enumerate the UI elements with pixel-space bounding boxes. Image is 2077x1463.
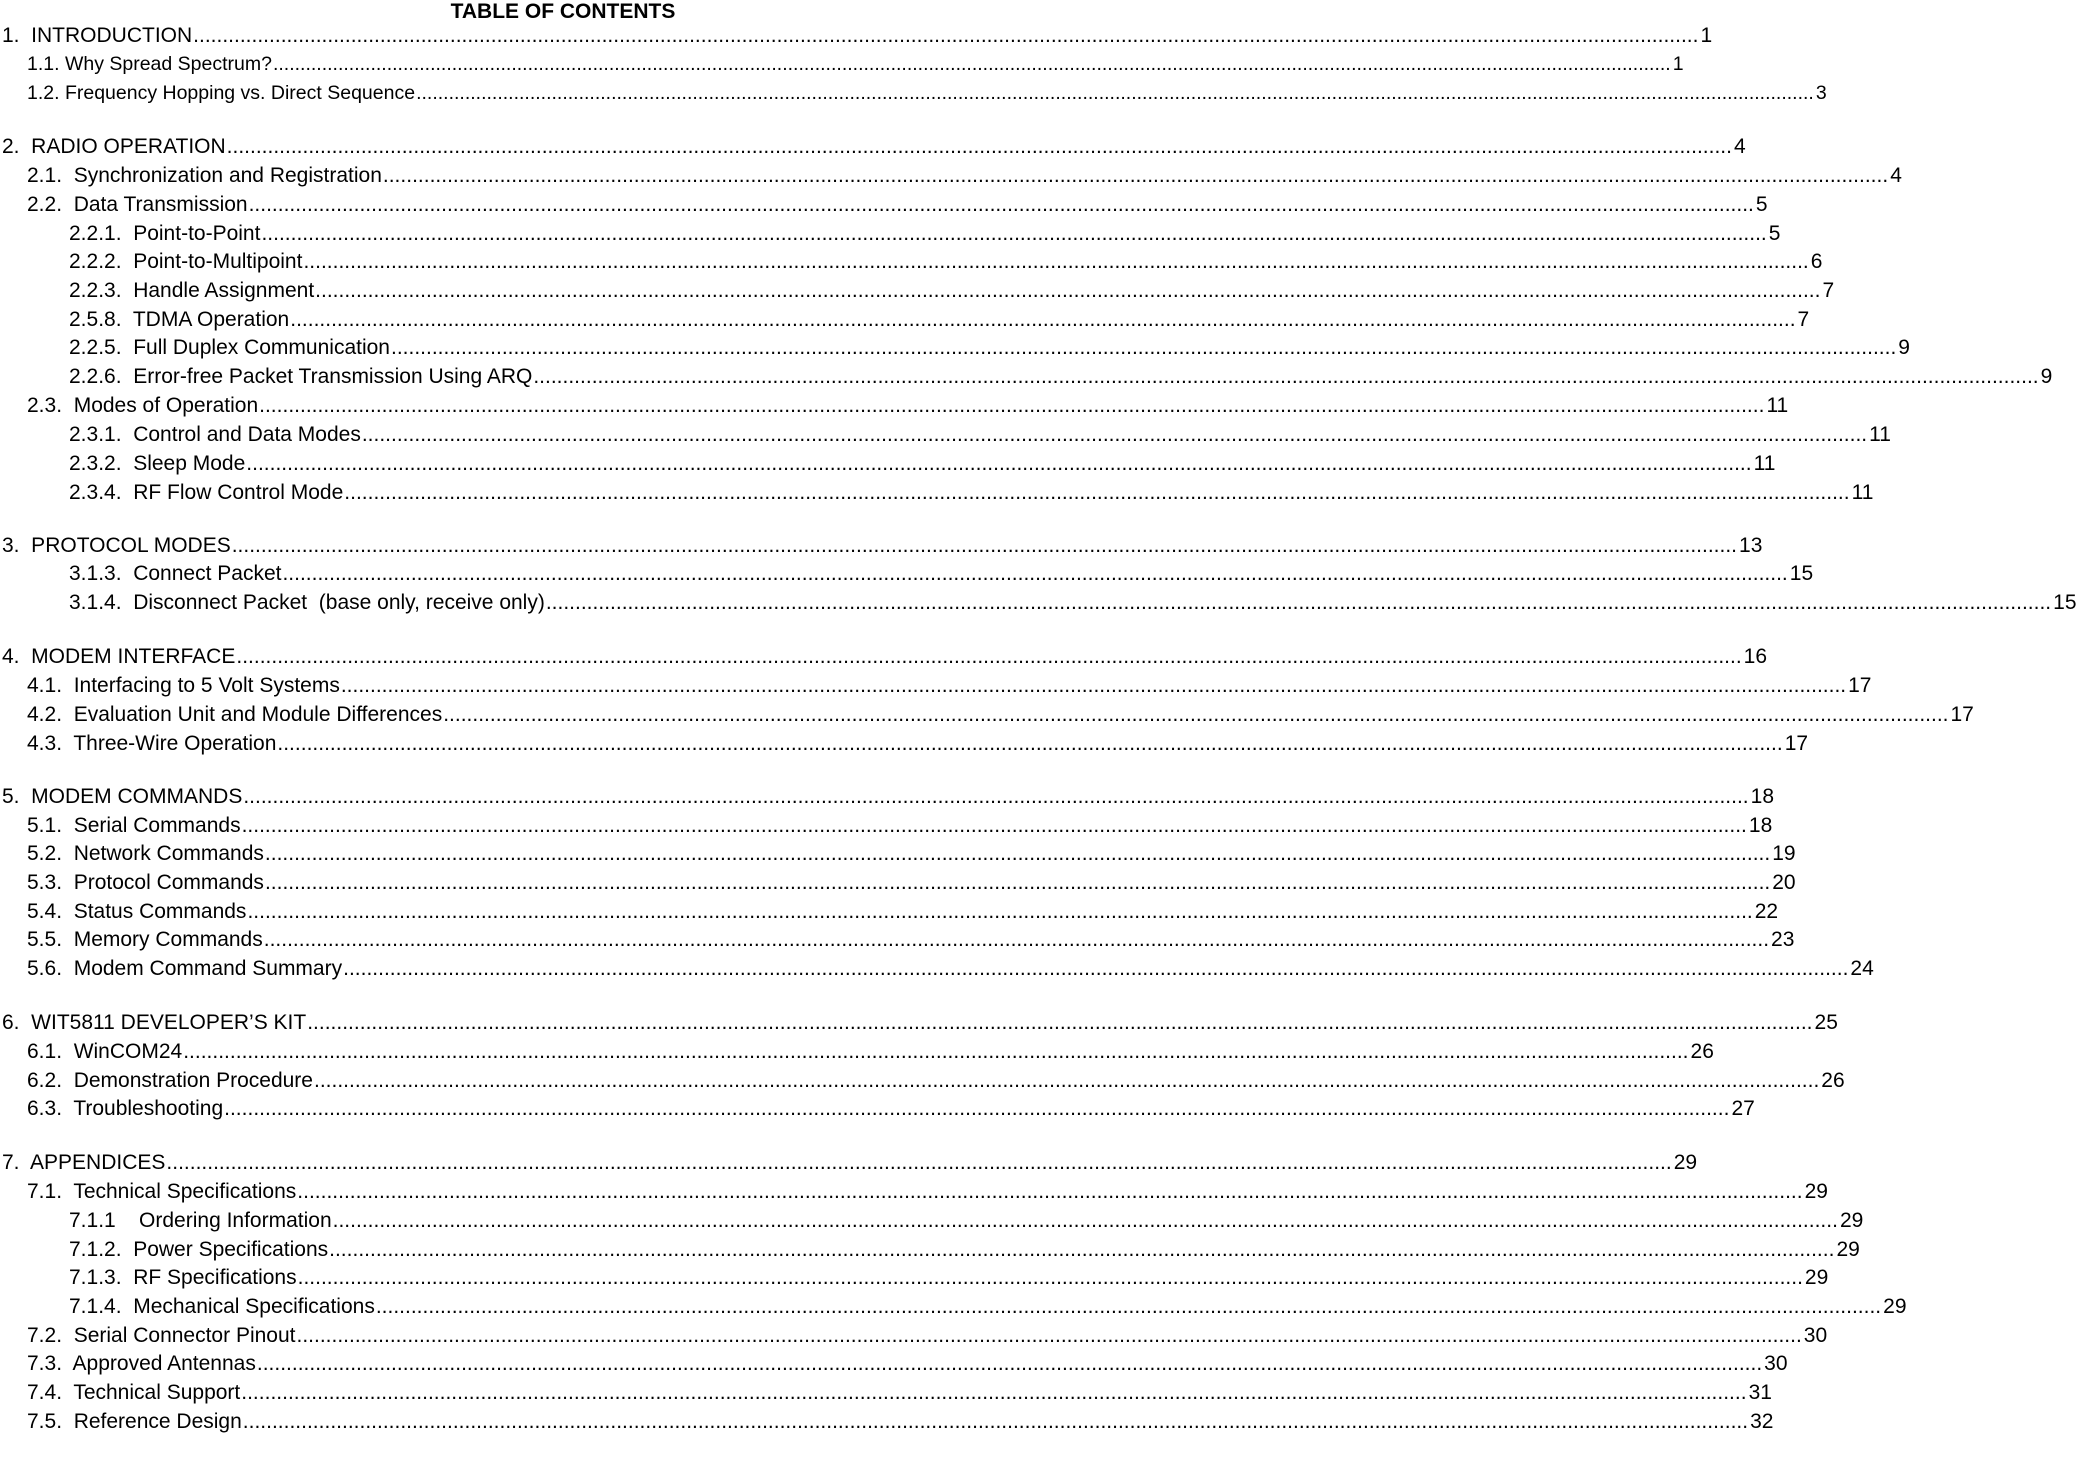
toc-entry-page: 29 bbox=[1673, 1151, 1698, 1174]
dot-leader bbox=[264, 926, 1769, 954]
dot-leader bbox=[243, 1408, 1748, 1436]
toc-entry-label: 7.1. Technical Specifications bbox=[27, 1180, 297, 1203]
dot-leader bbox=[391, 334, 1896, 362]
toc-entry-page: 1 bbox=[1700, 24, 1713, 47]
toc-entry-level1[interactable] bbox=[0, 1149, 1698, 1177]
toc-entry-level3[interactable] bbox=[0, 1236, 1860, 1264]
dot-leader bbox=[533, 363, 2038, 391]
dot-leader bbox=[329, 1236, 1834, 1264]
toc-entry-label: 1.1. Why Spread Spectrum? bbox=[27, 53, 272, 75]
toc-entry-level3[interactable] bbox=[0, 220, 1781, 248]
toc-entry-page: 20 bbox=[1772, 871, 1796, 894]
dot-leader bbox=[227, 133, 1732, 161]
dot-leader bbox=[297, 1322, 1802, 1350]
toc-entry-label: 5.6. Modem Command Summary bbox=[27, 957, 343, 980]
toc-entry-label: 7.1.3. RF Specifications bbox=[69, 1266, 297, 1289]
toc-entry-level2[interactable] bbox=[0, 955, 1874, 983]
toc-entry-page: 7 bbox=[1797, 308, 1810, 331]
dot-leader bbox=[546, 589, 2051, 617]
toc-entry-level3[interactable] bbox=[0, 1293, 1907, 1321]
toc-entry-label: 7.1.4. Mechanical Specifications bbox=[69, 1295, 375, 1318]
toc-entry-level2[interactable] bbox=[0, 898, 1779, 926]
toc-entry-label: 2.2.5. Full Duplex Communication bbox=[69, 336, 390, 359]
toc-entry-label: 2.3.1. Control and Data Modes bbox=[69, 423, 361, 446]
toc-entry-level1[interactable] bbox=[0, 532, 1763, 560]
toc-entry-label: 6. WIT5811 DEVELOPER’S KIT bbox=[2, 1011, 307, 1034]
dot-leader bbox=[246, 450, 1751, 478]
toc-entry-level1[interactable] bbox=[0, 643, 1768, 671]
toc-entry-label: 2.2.2. Point-to-Multipoint bbox=[69, 250, 303, 273]
toc-entry-page: 23 bbox=[1771, 928, 1795, 951]
toc-entry-label: 2.3. Modes of Operation bbox=[27, 394, 259, 417]
toc-entry-label: 3. PROTOCOL MODES bbox=[2, 534, 231, 557]
dot-leader bbox=[265, 869, 1770, 897]
toc-entry-page: 22 bbox=[1754, 900, 1779, 923]
dot-leader bbox=[298, 1264, 1803, 1292]
toc-entry-page: 17 bbox=[1784, 732, 1809, 755]
toc-entry-page: 29 bbox=[1804, 1266, 1829, 1289]
toc-entry-page: 29 bbox=[1883, 1295, 1907, 1318]
dot-leader bbox=[232, 532, 1737, 560]
dot-leader bbox=[341, 672, 1846, 700]
toc-entry-level2[interactable] bbox=[0, 812, 1773, 840]
toc-entry-level3[interactable] bbox=[0, 334, 1910, 362]
toc-entry-label: 2.2.1. Point-to-Point bbox=[69, 222, 261, 245]
dot-leader bbox=[183, 1038, 1688, 1066]
toc-entry-page: 32 bbox=[1750, 1410, 1774, 1433]
toc-entry-label: 2.2.3. Handle Assignment bbox=[69, 279, 315, 302]
toc-entry-label: 5.1. Serial Commands bbox=[27, 814, 241, 837]
toc-entry-page: 6 bbox=[1810, 250, 1823, 273]
toc-entry-label: 2. RADIO OPERATION bbox=[2, 135, 226, 158]
toc-entry-level1[interactable] bbox=[0, 783, 1774, 811]
toc-entry-label: 1. INTRODUCTION bbox=[2, 24, 193, 47]
toc-entry-level3[interactable] bbox=[0, 1207, 1864, 1235]
toc-entry-level2[interactable] bbox=[0, 840, 1796, 868]
toc-entry-page: 17 bbox=[1848, 674, 1872, 697]
dot-leader bbox=[315, 277, 1820, 305]
toc-entry-page: 15 bbox=[2053, 591, 2077, 614]
dot-leader bbox=[243, 783, 1748, 811]
toc-entry-level3[interactable] bbox=[0, 479, 1874, 507]
toc-entry-level2[interactable] bbox=[0, 730, 1809, 758]
toc-entry-level2[interactable] bbox=[0, 1067, 1845, 1095]
toc-entry-level2[interactable] bbox=[0, 1178, 1828, 1206]
toc-entry-label: 3.1.3. Connect Packet bbox=[69, 562, 282, 585]
toc-entry-page: 30 bbox=[1764, 1352, 1788, 1375]
toc-entry-label: 2.1. Synchronization and Registration bbox=[27, 164, 382, 187]
toc-entry-label: 6.2. Demonstration Procedure bbox=[27, 1069, 313, 1092]
toc-entry-label: 5.5. Memory Commands bbox=[27, 928, 263, 951]
toc-entry-level2[interactable] bbox=[0, 79, 1827, 107]
toc-entry-label: 2.5.8. TDMA Operation bbox=[69, 308, 290, 331]
toc-entry-level2[interactable] bbox=[0, 1038, 1714, 1066]
toc-entry-page: 30 bbox=[1803, 1324, 1828, 1347]
toc-entry-page: 11 bbox=[1766, 394, 1789, 417]
toc-entry-label: 7.4. Technical Support bbox=[27, 1381, 241, 1404]
dot-leader bbox=[416, 79, 1814, 107]
toc-entry-label: 2.3.2. Sleep Mode bbox=[69, 452, 246, 475]
toc-entry-page: 26 bbox=[1690, 1040, 1714, 1063]
toc-entry-level3[interactable] bbox=[0, 306, 1810, 334]
toc-entry-level2[interactable] bbox=[0, 926, 1795, 954]
toc-entry-page: 18 bbox=[1748, 814, 1773, 837]
toc-entry-page: 4 bbox=[1890, 164, 1902, 187]
toc-entry-page: 25 bbox=[1814, 1011, 1838, 1034]
toc-entry-label: 2.3.4. RF Flow Control Mode bbox=[69, 481, 344, 504]
toc-entry-page: 24 bbox=[1850, 957, 1874, 980]
toc-entry-level3[interactable] bbox=[0, 248, 1823, 276]
toc-entry-label: 5.4. Status Commands bbox=[27, 900, 247, 923]
dot-leader bbox=[343, 955, 1848, 983]
toc-entry-level2[interactable] bbox=[0, 162, 1902, 190]
dot-leader bbox=[362, 421, 1867, 449]
toc-entry-page: 7 bbox=[1822, 279, 1835, 302]
dot-leader bbox=[257, 1350, 1762, 1378]
toc-entry-label: 7.5. Reference Design bbox=[27, 1410, 242, 1433]
dot-leader bbox=[290, 306, 1795, 334]
toc-entry-page: 17 bbox=[1950, 703, 1974, 726]
dot-leader bbox=[282, 560, 1787, 588]
toc-entry-label: 5.3. Protocol Commands bbox=[27, 871, 264, 894]
toc-entry-label: 2.2. Data Transmission bbox=[27, 193, 248, 216]
toc-entry-page: 5 bbox=[1768, 222, 1781, 245]
dot-leader bbox=[333, 1207, 1838, 1235]
dot-leader bbox=[241, 1379, 1746, 1407]
toc-entry-page: 15 bbox=[1789, 562, 1814, 585]
toc-entry-label: 7.3. Approved Antennas bbox=[27, 1352, 256, 1375]
toc-entry-level3[interactable] bbox=[0, 421, 1891, 449]
toc-entry-page: 11 bbox=[1851, 481, 1874, 504]
toc-entry-level3[interactable] bbox=[0, 277, 1835, 305]
dot-leader bbox=[193, 22, 1698, 50]
toc-entry-level2[interactable] bbox=[0, 191, 1768, 219]
dot-leader bbox=[297, 1178, 1802, 1206]
toc-entry-level2[interactable] bbox=[0, 869, 1796, 897]
toc-entry-label: 4.2. Evaluation Unit and Module Differences bbox=[27, 703, 443, 726]
toc-entry-level3[interactable] bbox=[0, 363, 2053, 391]
toc-entry-label: 7.2. Serial Connector Pinout bbox=[27, 1324, 296, 1347]
toc-entry-label: 4. MODEM INTERFACE bbox=[2, 645, 236, 668]
toc-entry-label: 5.2. Network Commands bbox=[27, 842, 264, 865]
toc-entry-level1[interactable] bbox=[0, 1009, 1838, 1037]
toc-entry-page: 4 bbox=[1733, 135, 1746, 158]
toc-entry-label: 4.3. Three-Wire Operation bbox=[27, 732, 277, 755]
toc-entry-page: 9 bbox=[1898, 336, 1910, 359]
dot-leader bbox=[261, 220, 1766, 248]
toc-entry-level3[interactable] bbox=[0, 450, 1776, 478]
toc-entry-level1[interactable] bbox=[0, 133, 1746, 161]
toc-entry-label: 7.1.2. Power Specifications bbox=[69, 1238, 329, 1261]
toc-entry-page: 9 bbox=[2040, 365, 2053, 388]
toc-entry-page: 19 bbox=[1772, 842, 1796, 865]
page-title: TABLE OF CONTENTS bbox=[450, 0, 676, 23]
dot-leader bbox=[383, 162, 1888, 190]
toc-entry-level2[interactable] bbox=[0, 1095, 1755, 1123]
toc-entry-label: 6.3. Troubleshooting bbox=[27, 1097, 224, 1120]
toc-entry-label: 1.2. Frequency Hopping vs. Direct Sequence bbox=[27, 82, 416, 104]
dot-leader bbox=[344, 479, 1849, 507]
toc-entry-page: 31 bbox=[1748, 1381, 1772, 1404]
toc-entry-level2[interactable] bbox=[0, 1322, 1828, 1350]
dot-leader bbox=[236, 643, 1741, 671]
toc-entry-label: 7.1.1 Ordering Information bbox=[69, 1209, 332, 1232]
toc-entry-level2[interactable] bbox=[0, 1350, 1788, 1378]
toc-entry-page: 11 bbox=[1753, 452, 1776, 475]
toc-entry-page: 13 bbox=[1739, 534, 1763, 557]
dot-leader bbox=[277, 730, 1782, 758]
toc-entry-page: 27 bbox=[1731, 1097, 1755, 1120]
toc-entry-page: 5 bbox=[1755, 193, 1768, 216]
toc-entry-label: 7. APPENDICES bbox=[2, 1151, 166, 1174]
toc-entry-level2[interactable] bbox=[0, 672, 1872, 700]
toc-entry-label: 3.1.4. Disconnect Packet (base only, receive only) bbox=[69, 591, 545, 614]
toc-entry-level3[interactable] bbox=[0, 1264, 1829, 1292]
dot-leader bbox=[273, 50, 1671, 78]
dot-leader bbox=[443, 701, 1948, 729]
dot-leader bbox=[303, 248, 1808, 276]
toc-entry-label: 5. MODEM COMMANDS bbox=[2, 785, 243, 808]
dot-leader bbox=[376, 1293, 1881, 1321]
toc-entry-level2[interactable] bbox=[0, 701, 1974, 729]
toc-entry-level2[interactable] bbox=[0, 392, 1789, 420]
dot-leader bbox=[265, 840, 1770, 868]
dot-leader bbox=[314, 1067, 1819, 1095]
toc-entry-level2[interactable] bbox=[0, 1379, 1772, 1407]
dot-leader bbox=[259, 392, 1764, 420]
toc-entry-label: 2.2.6. Error-free Packet Transmission Using ARQ bbox=[69, 365, 533, 388]
dot-leader bbox=[166, 1149, 1671, 1177]
toc-entry-page: 3 bbox=[1815, 82, 1827, 104]
toc-entry-level3[interactable] bbox=[0, 589, 2077, 617]
toc-entry-page: 26 bbox=[1821, 1069, 1845, 1092]
dot-leader bbox=[249, 191, 1754, 219]
toc-entry-page: 18 bbox=[1750, 785, 1774, 808]
toc-entry-label: 4.1. Interfacing to 5 Volt Systems bbox=[27, 674, 340, 697]
toc-entry-page: 29 bbox=[1836, 1238, 1860, 1261]
toc-entry-label: 6.1. WinCOM24 bbox=[27, 1040, 183, 1063]
toc-entry-level2[interactable] bbox=[0, 50, 1684, 78]
toc-entry-page: 16 bbox=[1743, 645, 1768, 668]
dot-leader bbox=[307, 1009, 1812, 1037]
toc-entry-page: 11 bbox=[1869, 423, 1891, 446]
dot-leader bbox=[224, 1095, 1729, 1123]
toc-entry-level2[interactable] bbox=[0, 1408, 1774, 1436]
toc-entry-level1[interactable] bbox=[0, 22, 1713, 50]
toc-entry-level3[interactable] bbox=[0, 560, 1814, 588]
dot-leader bbox=[247, 898, 1752, 926]
toc-entry-page: 29 bbox=[1804, 1180, 1828, 1203]
dot-leader bbox=[242, 812, 1747, 840]
toc-entry-page: 29 bbox=[1839, 1209, 1864, 1232]
toc-entry-page: 1 bbox=[1672, 53, 1684, 75]
